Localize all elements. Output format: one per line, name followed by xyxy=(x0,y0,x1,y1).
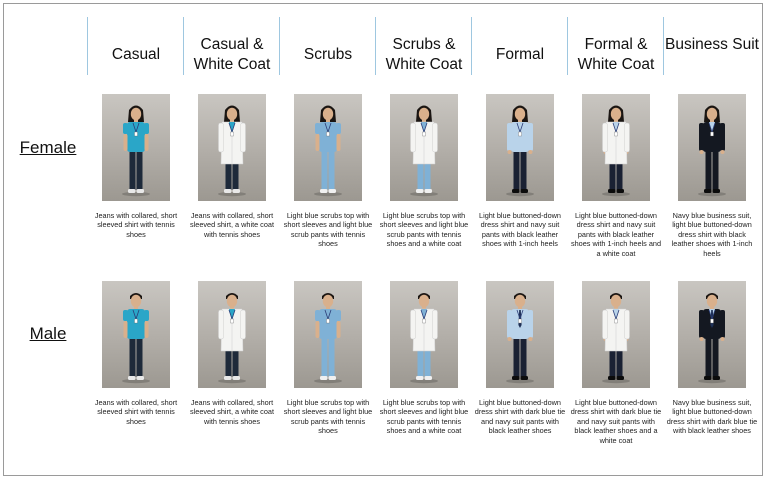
male-figure xyxy=(102,281,170,388)
male-photo xyxy=(390,281,458,388)
outfit-figure xyxy=(3,3,763,476)
row-label-female: Female xyxy=(19,138,77,157)
column-formal-white-coat xyxy=(568,17,664,472)
female-description: Light blue buttoned-down dress shirt and navy suit pants with black leather shoes with 1-inch heels and a white coat xyxy=(570,211,662,258)
female-description: Light blue scrubs top with short sleeves and light blue scrub pants with tennis shoes and a white coat xyxy=(379,211,469,249)
male-figure xyxy=(390,281,458,388)
male-photo xyxy=(102,281,170,388)
male-photo xyxy=(294,281,362,388)
column-casual xyxy=(88,17,184,472)
male-figure xyxy=(486,281,554,388)
female-photo xyxy=(582,94,650,201)
column-casual-white-coat xyxy=(184,17,280,472)
female-photo xyxy=(102,94,170,201)
female-photo xyxy=(486,94,554,201)
male-photo xyxy=(678,281,746,388)
column-header: Scrubs & White Coat xyxy=(385,36,463,73)
female-figure xyxy=(102,94,170,201)
column-header: Business Suit xyxy=(665,36,759,53)
column-scrubs-white-coat xyxy=(376,17,472,472)
row-label-male: Male xyxy=(29,324,67,343)
male-description: Light blue scrubs top with short sleeves and light blue scrub pants with tennis shoes xyxy=(283,398,373,436)
male-description: Jeans with collared, short sleeved shirt with tennis shoes xyxy=(94,398,178,426)
male-figure xyxy=(294,281,362,388)
male-figure xyxy=(678,281,746,388)
male-description: Light blue buttoned-down dress shirt with dark blue tie and navy suit pants with black leather shoes and a white coat xyxy=(570,398,662,445)
male-photo xyxy=(486,281,554,388)
female-figure xyxy=(582,94,650,201)
female-photo xyxy=(198,94,266,201)
male-description: Light blue buttoned-down dress shirt with dark blue tie and navy suit pants with black leather shoes xyxy=(474,398,566,436)
female-photo xyxy=(678,94,746,201)
column-scrubs xyxy=(280,17,376,472)
column-header: Scrubs xyxy=(303,46,353,63)
column-business-suit xyxy=(664,17,760,472)
column-header: Formal & White Coat xyxy=(577,36,655,73)
male-figure xyxy=(198,281,266,388)
female-description: Jeans with collared, short sleeved shirt with tennis shoes xyxy=(94,211,178,239)
column-header: Formal xyxy=(495,46,545,63)
female-description: Navy blue business suit, light blue buttoned-down dress shirt with black leather shoes with 1-inch heels xyxy=(671,211,753,258)
male-description: Light blue scrubs top with short sleeves and light blue scrub pants with tennis shoes and a white coat xyxy=(379,398,469,436)
female-description: Light blue scrubs top with short sleeves and light blue scrub pants with tennis shoes xyxy=(283,211,373,249)
female-description: Light blue buttoned-down dress shirt and navy suit pants with black leather shoes with 1-inch heels xyxy=(479,211,561,249)
male-photo xyxy=(582,281,650,388)
female-figure xyxy=(678,94,746,201)
female-figure xyxy=(390,94,458,201)
female-photo xyxy=(294,94,362,201)
female-description: Jeans with collared, short sleeved shirt, a white coat with tennis shoes xyxy=(190,211,274,239)
male-description: Navy blue business suit, light blue buttoned-down dress shirt with dark blue tie with black leather shoes xyxy=(666,398,758,436)
male-photo xyxy=(198,281,266,388)
column-header: Casual xyxy=(111,46,161,63)
female-figure xyxy=(198,94,266,201)
column-formal xyxy=(472,17,568,472)
column-header: Casual & White Coat xyxy=(193,36,271,73)
female-figure xyxy=(294,94,362,201)
male-description: Jeans with collared, short sleeved shirt, a white coat with tennis shoes xyxy=(190,398,274,426)
female-figure xyxy=(486,94,554,201)
male-figure xyxy=(582,281,650,388)
female-photo xyxy=(390,94,458,201)
